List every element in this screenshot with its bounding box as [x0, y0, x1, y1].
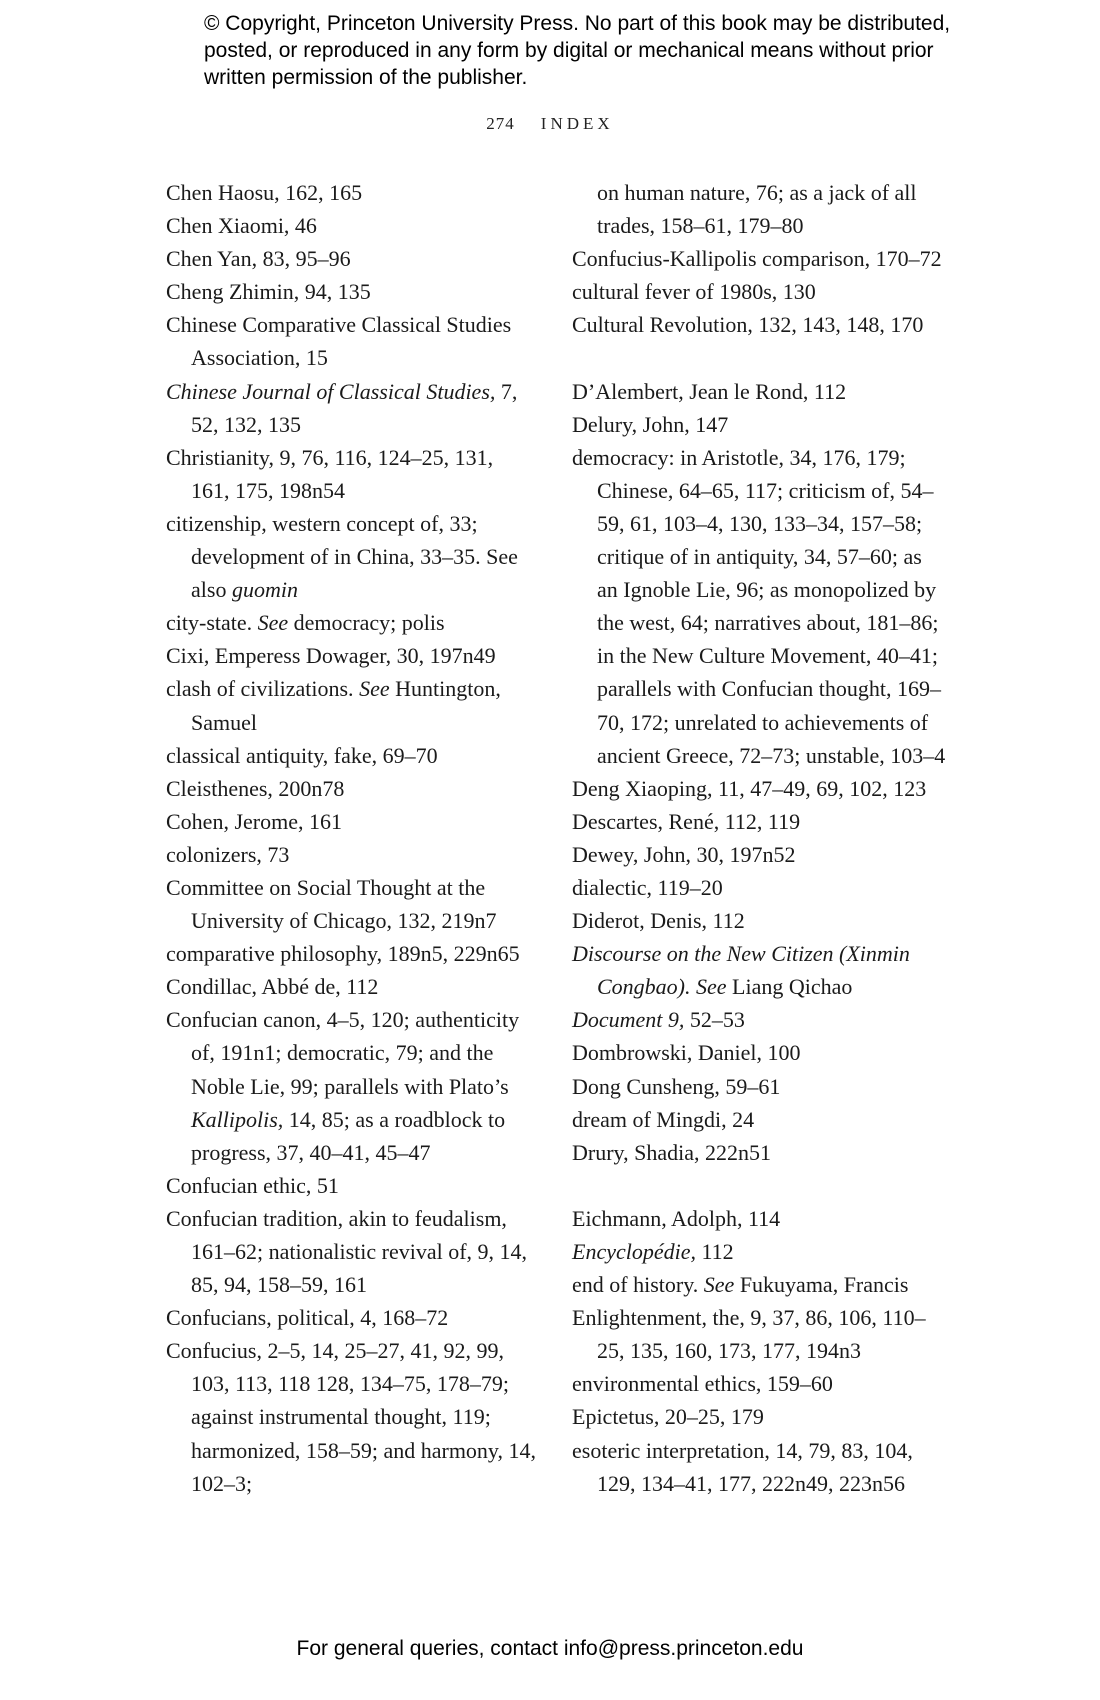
index-entry [166, 242, 536, 275]
index-entry [166, 1334, 536, 1499]
index-entry-italic: Chinese Journal of Classical Studies, [166, 378, 496, 404]
index-entry [572, 441, 947, 772]
index-entry-text: Descartes, René, 112, 119 [572, 808, 801, 834]
index-entry-text: 112 [696, 1239, 734, 1264]
index-entry-text: 14, 85; as a roadblock to progress, 37, 40–41, 45–47 [191, 1106, 506, 1165]
running-title: INDEX [540, 114, 614, 133]
index-entry-italic: guomin [231, 577, 298, 603]
index-entry-text: Dong Cunsheng, 59–61 [572, 1073, 781, 1099]
index-entry [572, 805, 947, 838]
index-entry-text: Committee on Social Thought at the University of Chicago, 132, 219n7 [166, 874, 497, 934]
index-entry [166, 441, 536, 507]
index-entry-text: Chinese Comparative Classical Studies Association, 15 [166, 312, 512, 371]
index-entry-text: 7, 52, 132, 135 [191, 378, 518, 437]
index-entry-italic: Document 9, [572, 1007, 685, 1033]
index-entry-text: democracy; polis [288, 610, 445, 636]
index-entry-text: Enlightenment, the, 9, 37, 86, 106, 110–25, 135, 160, 173, 177, 194n3 [572, 1305, 926, 1364]
index-entry [572, 838, 947, 871]
index-entry [166, 308, 536, 374]
index-entry-text: classical antiquity, fake, 69–70 [166, 742, 438, 768]
index-entry-italic: See [703, 1272, 735, 1298]
index-entry-text: Delury, John, 147 [572, 411, 729, 437]
index-entry-text: Confucius, 2–5, 14, 25–27, 41, 92, 99, 103, 113, 118 128, 134–75, 178–79; against instrumental thought, 119; harmonized, 158–59; and harmony, 14, 102–3; [166, 1338, 536, 1496]
index-entry-italic: See [257, 610, 289, 636]
index-entry [572, 1434, 947, 1500]
index-entry-text: Liang Qichao [726, 974, 853, 1000]
index-entry [572, 242, 947, 275]
index-entry [572, 1400, 947, 1433]
index-entry-text: Dewey, John, 30, 197n52 [572, 841, 796, 867]
index-entry [572, 1235, 947, 1268]
index-entry-text: Confucius-Kallipolis comparison, 170–72 [572, 246, 942, 272]
index-entry-continuation [572, 176, 947, 242]
index-entry-text: Cohen, Jerome, 161 [166, 808, 342, 834]
index-entry [166, 739, 536, 772]
index-entry [166, 1202, 536, 1301]
index-entry [166, 838, 536, 871]
index-entry [166, 375, 536, 441]
footer-contact: For general queries, contact info@press.princeton.edu [296, 1637, 804, 1660]
index-entry [166, 1169, 536, 1202]
index-entry [166, 805, 536, 838]
index-entry [166, 507, 536, 606]
index-entry-text: Cleisthenes, 200n78 [166, 775, 345, 801]
index-entry-text: Dombrowski, Daniel, 100 [572, 1040, 801, 1066]
letter-section-gap [572, 341, 947, 374]
index-entry-text: 52–53 [684, 1007, 745, 1033]
index-column-right [572, 176, 947, 1500]
index-entry [166, 970, 536, 1003]
letter-section-gap [572, 1169, 947, 1202]
index-entry [572, 1003, 947, 1036]
index-entry-text: Christianity, 9, 76, 116, 124–25, 131, 161, 175, 198n54 [166, 444, 494, 503]
index-entry-text: Cheng Zhimin, 94, 135 [166, 279, 371, 305]
index-entry-text: dream of Mingdi, 24 [572, 1106, 755, 1132]
page-number: 274 [486, 114, 515, 133]
index-entry-text: Cultural Revolution, 132, 143, 148, 170 [572, 312, 924, 338]
index-entry [572, 871, 947, 904]
index-entry [572, 1103, 947, 1136]
index-entry-text: end of history. [572, 1272, 704, 1298]
index-entry-text: Epictetus, 20–25, 179 [572, 1404, 764, 1430]
index-entry [572, 1301, 947, 1367]
index-entry [572, 904, 947, 937]
index-entry-text: dialectic, 119–20 [572, 874, 723, 900]
index-entry-text: Deng Xiaoping, 11, 47–49, 69, 102, 123 [572, 775, 927, 801]
index-entry [166, 176, 536, 209]
index-entry-text: cultural fever of 1980s, 130 [572, 279, 816, 305]
index-entry-text: D’Alembert, Jean le Rond, 112 [572, 378, 847, 404]
index-entry-text: Chen Yan, 83, 95–96 [166, 246, 351, 272]
index-entry [572, 1367, 947, 1400]
index-entry [166, 672, 536, 738]
index-entry [166, 639, 536, 672]
index-entry-text: Chen Haosu, 162, 165 [166, 180, 363, 205]
index-entry [166, 871, 536, 937]
index-entry-text: citizenship, western concept of, 33; development of in China, 33–35. See also [166, 510, 518, 603]
index-entry-italic: Discourse on the New Citizen (Xinmin Congbao). See [572, 941, 910, 1000]
index-entry-italic: Kallipolis, [191, 1106, 284, 1132]
index-entry-italic: See [359, 676, 390, 702]
index-entry [572, 1268, 947, 1301]
index-entry [166, 1003, 536, 1168]
index-entry [166, 606, 536, 639]
index-entry-text: Confucians, political, 4, 168–72 [166, 1305, 449, 1331]
running-head [0, 114, 1100, 134]
index-entry [572, 308, 947, 341]
index-entry-text: esoteric interpretation, 14, 79, 83, 104, 129, 134–41, 177, 222n49, 223n56 [572, 1437, 913, 1496]
index-entry-text: Diderot, Denis, 112 [572, 908, 745, 934]
index-entry [572, 1070, 947, 1103]
index-entry [572, 408, 947, 441]
index-entry [166, 275, 536, 308]
index-entry [572, 1136, 947, 1169]
index-entry-text: Cixi, Emperess Dowager, 30, 197n49 [166, 643, 496, 669]
index-entry [572, 772, 947, 805]
index-entry [572, 275, 947, 308]
index-entry-text: city-state. [166, 610, 258, 636]
index-entry-text: comparative philosophy, 189n5, 229n65 [166, 941, 520, 967]
index-column-left [166, 176, 536, 1500]
index-entry-text: Huntington, Samuel [191, 676, 501, 735]
index-entry-text: democracy: in Aristotle, 34, 176, 179; Chinese, 64–65, 117; criticism of, 54–59, 61, 103–4, 130, 133–34, 157–58; critique of in antiquity, 34, 57–60; as an Ignoble Lie, 96; as monopolized by the west, 64; narratives about, 181–86; in the New Culture Movement, 40–41; parallels with Confucian thought, 169–70, 172; unrelated to achievements of ancient Greece, 72–73; unstable, 103–4 [572, 444, 946, 768]
index-entry-text: Confucian ethic, 51 [166, 1172, 339, 1198]
index-entry-text: environmental ethics, 159–60 [572, 1371, 833, 1397]
index-entry [572, 1202, 947, 1235]
index-entry [572, 1036, 947, 1069]
index-entry-text: Condillac, Abbé de, 112 [166, 974, 379, 1000]
copyright-notice: © Copyright, Princeton University Press. No part of this book may be distributed, posted, or reproduced in any form by digital or mechanical means without prior written permission of the publisher. [204, 12, 951, 89]
index-entry-text: Chen Xiaomi, 46 [166, 213, 317, 239]
index-entry [572, 375, 947, 408]
index-entry [572, 937, 947, 1003]
index-entry-text: Drury, Shadia, 222n51 [572, 1139, 771, 1165]
index-entry-text: Confucian tradition, akin to feudalism, 161–62; nationalistic revival of, 9, 14, 85, 94, 158–59, 161 [166, 1205, 528, 1298]
index-entry-text: clash of civilizations. [166, 676, 360, 702]
index-entry-text: colonizers, 73 [166, 841, 290, 867]
index-entry [166, 209, 536, 242]
index-entry [166, 937, 536, 970]
index-entry-text: on human nature, 76; as a jack of all trades, 158–61, 179–80 [597, 180, 917, 239]
index-entry-italic: Encyclopédie, [572, 1239, 696, 1264]
index-entry [166, 1301, 536, 1334]
index-entry-text: Confucian canon, 4–5, 120; authenticity of, 191n1; democratic, 79; and the Noble Lie, 99; parallels with Plato’s [166, 1007, 520, 1099]
index-entry-text: Eichmann, Adolph, 114 [572, 1205, 781, 1231]
index-entry [166, 772, 536, 805]
index-entry-text: Fukuyama, Francis [734, 1272, 909, 1298]
